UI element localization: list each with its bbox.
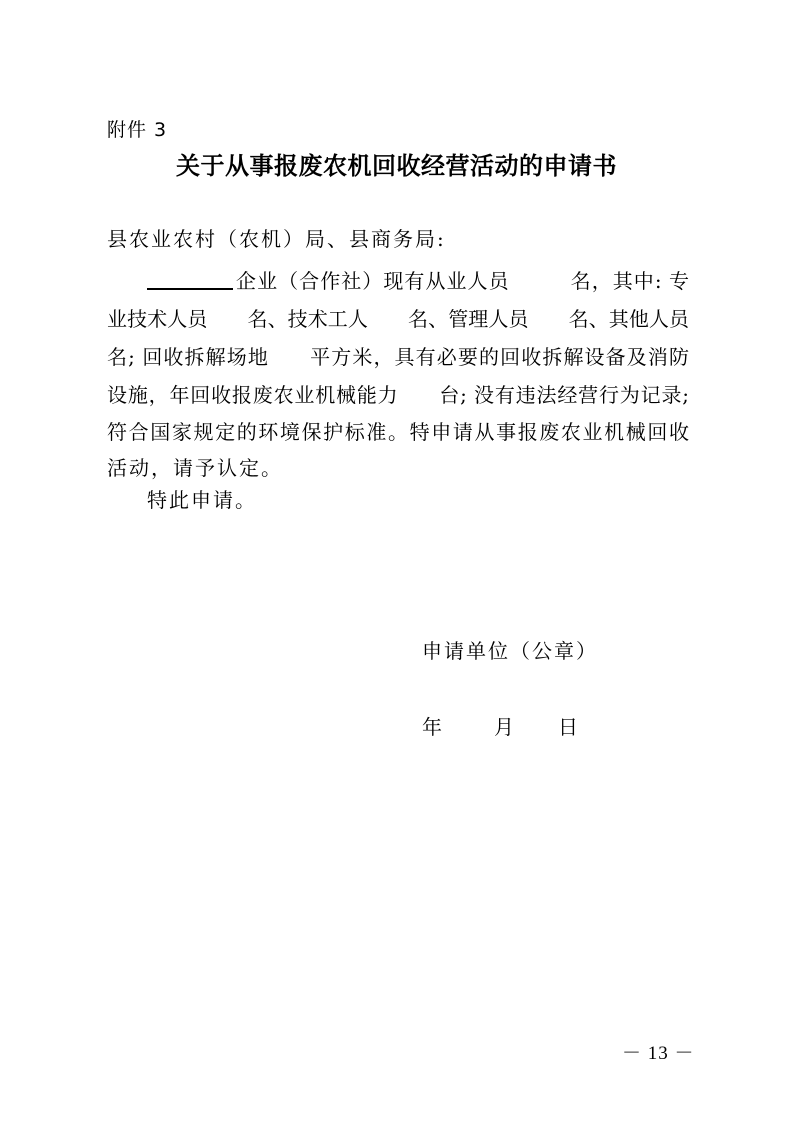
body-text: 名，其中: 专 — [569, 269, 689, 293]
date-month: 月 — [494, 715, 514, 739]
body-text: 名; 回收拆解场地 — [107, 345, 269, 369]
body-text: 设施，年回收报废农业机械能力 — [107, 383, 399, 407]
body-text: 名、其他人员 — [568, 307, 690, 331]
document-title: 关于从事报废农机回收经营活动的申请书 — [176, 151, 617, 180]
body-line-3 — [107, 343, 689, 371]
enterprise-name-blank[interactable] — [147, 268, 233, 290]
body-text: 业技术人员 — [107, 307, 208, 331]
body-text: 台; 没有违法经营行为记录; — [438, 383, 690, 407]
attachment-label: 附件 3 — [107, 119, 168, 141]
body-text: 名、技术工人 — [247, 307, 368, 331]
addressee: 县农业农村（农机）局、县商务局: — [107, 227, 446, 251]
date-day: 日 — [558, 715, 578, 739]
body-line-1 — [107, 267, 689, 295]
body-text: 名、管理人员 — [407, 307, 529, 331]
body-line-4 — [107, 381, 689, 409]
body-text: 平方米，具有必要的回收拆解设备及消防 — [309, 345, 690, 369]
body-line-6: 活动，请予认定。 — [107, 456, 283, 480]
date-line — [422, 713, 578, 741]
closing-text: 特此申请。 — [147, 488, 257, 512]
date-year: 年 — [422, 715, 442, 739]
page-number: － 13 － — [622, 1043, 695, 1064]
body-line-2 — [107, 305, 689, 333]
applicant-signature: 申请单位（公章） — [422, 639, 598, 663]
body-text: 企业（合作社）现有从业人员 — [235, 269, 510, 293]
body-line-5: 符合国家规定的环境保护标准。特申请从事报废农业机械回收 — [107, 420, 689, 444]
